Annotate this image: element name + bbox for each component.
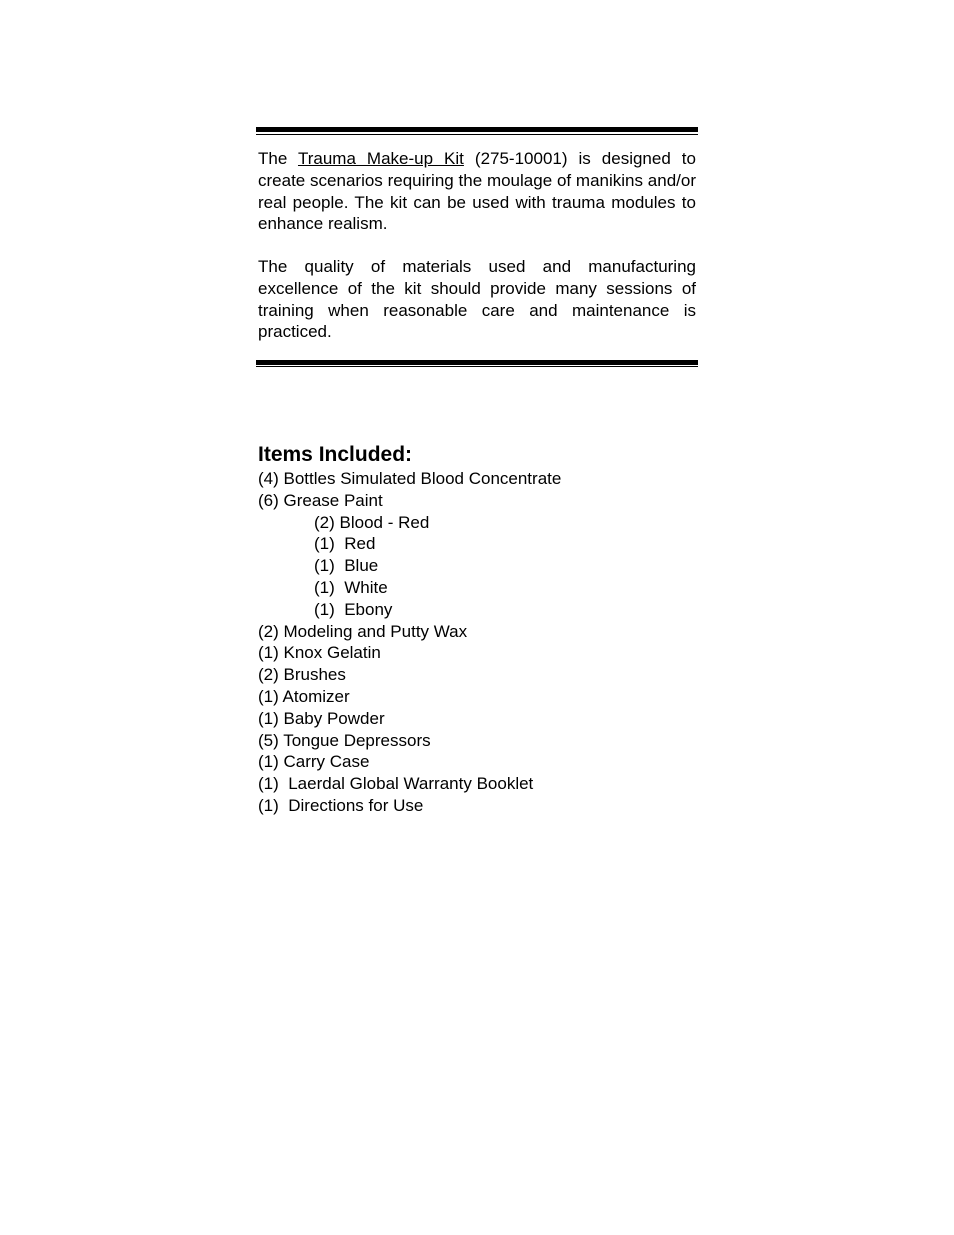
list-item: (2) Modeling and Putty Wax: [258, 621, 468, 641]
intro-p1-after: (275-10001) is designed to create scenarios requiring the moulage of manikins and/or real people. The kit can be used with trauma modules to enhance realism.: [258, 149, 696, 234]
bottom-thin-rule: [256, 366, 698, 367]
list-item: (1) Knox Gelatin: [258, 643, 381, 663]
list-item: (1) Atomizer: [258, 686, 350, 706]
list-item: (5) Tongue Depressors: [258, 730, 431, 750]
intro-p1-before: The: [258, 149, 298, 168]
intro-paragraph-1: [258, 148, 696, 235]
list-item: (1) Baby Powder: [258, 708, 385, 728]
list-item: (2) Brushes: [258, 665, 346, 685]
list-subitem: (1) Blue: [314, 556, 379, 576]
list-subitem: (1) White: [314, 577, 388, 597]
list-item: (1) Laerdal Global Warranty Booklet: [258, 774, 534, 794]
list-item: (1) Directions for Use: [258, 795, 424, 815]
list-item: (1) Carry Case: [258, 752, 370, 772]
intro-paragraph-2: The quality of materials used and manufacturing excellence of the kit should provide many sessions of training when reasonable care and maintenance is practiced.: [258, 257, 696, 342]
top-thin-rule: [256, 134, 698, 135]
list-subitem: (1) Red: [314, 534, 376, 554]
items-heading: Items Included:: [258, 443, 413, 466]
top-thick-rule: [256, 127, 698, 132]
list-item: (6) Grease Paint: [258, 490, 383, 510]
product-name: Trauma Make-up Kit: [297, 149, 464, 168]
list-subitem: (2) Blood - Red: [314, 512, 430, 532]
list-subitem: (1) Ebony: [314, 599, 393, 619]
bottom-thick-rule: [256, 360, 698, 365]
list-item: (4) Bottles Simulated Blood Concentrate: [258, 469, 562, 488]
items-list: [258, 468, 561, 817]
